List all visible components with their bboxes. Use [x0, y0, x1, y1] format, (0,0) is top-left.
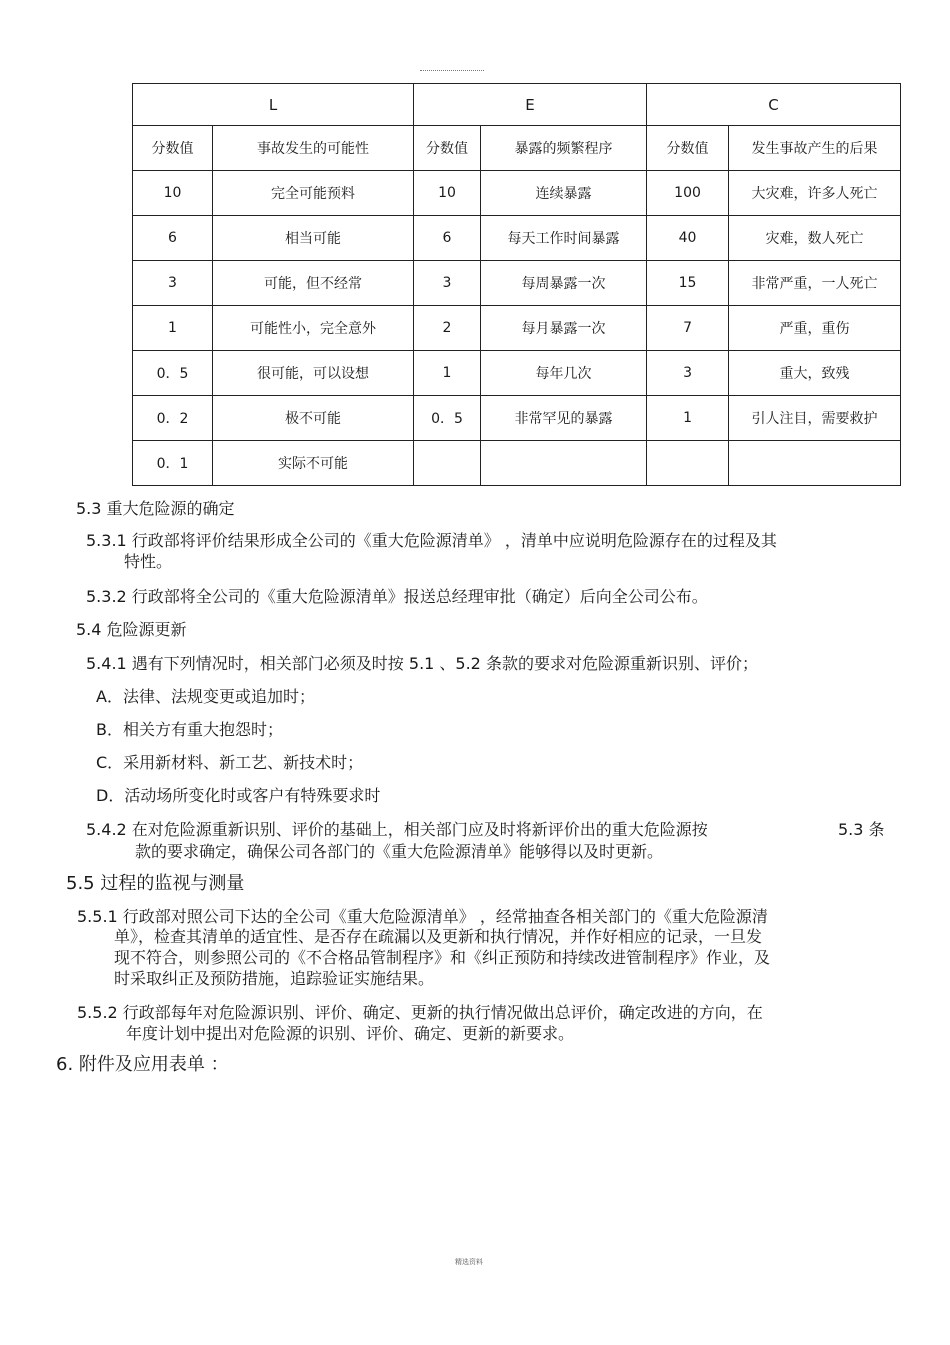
subheader-cell: 发生事故产生的后果 — [729, 126, 901, 171]
table-cell: 每天工作时间暴露 — [481, 216, 647, 261]
table-cell: 每年几次 — [481, 351, 647, 396]
table-cell: 很可能，可以设想 — [213, 351, 414, 396]
table-header-row — [133, 84, 901, 126]
table-cell — [481, 441, 647, 486]
subheader-cell: 分数值 — [647, 126, 729, 171]
para-5-3-2: 5.3.2 行政部将全公司的《重大危险源清单》报送总经理审批（确定）后向全公司公布。 — [86, 587, 708, 606]
table-cell: 0．5 — [414, 396, 481, 441]
lec-scoring-table — [132, 83, 901, 486]
section-5-3-heading: 5.3 重大危险源的确定 — [76, 499, 235, 518]
table-cell — [729, 441, 901, 486]
table-cell: 0．2 — [133, 396, 213, 441]
para-5-4-2-ref: 5.3 条 — [838, 820, 885, 839]
header-e: E — [414, 84, 647, 126]
table-cell: 3 — [414, 261, 481, 306]
header-l: L — [133, 84, 414, 126]
table-cell: 1 — [133, 306, 213, 351]
table-cell: 40 — [647, 216, 729, 261]
table-cell: 完全可能预料 — [213, 171, 414, 216]
table-row — [133, 306, 901, 351]
para-5-4-2-line1: 5.4.2 在对危险源重新识别、评价的基础上，相关部门应及时将新评价出的重大危险源按 — [86, 820, 708, 839]
subheader-cell: 事故发生的可能性 — [213, 126, 414, 171]
table-cell: 1 — [647, 396, 729, 441]
table-cell: 大灾难，许多人死亡 — [729, 171, 901, 216]
para-5-3-1-line1: 5.3.1 行政部将评价结果形成全公司的《重大危险源清单》 ，清单中应说明危险源存在的过程及其 — [86, 531, 777, 550]
table-cell: 10 — [414, 171, 481, 216]
table-cell: 每周暴露一次 — [481, 261, 647, 306]
table-cell: 引人注目，需要救护 — [729, 396, 901, 441]
subheader-cell: 分数值 — [133, 126, 213, 171]
table-cell: 严重，重伤 — [729, 306, 901, 351]
subheader-cell: 分数值 — [414, 126, 481, 171]
table-row — [133, 261, 901, 306]
subheader-cell: 暴露的频繁程序 — [481, 126, 647, 171]
table-row — [133, 441, 901, 486]
table-row — [133, 171, 901, 216]
para-5-5-1-line3: 现不符合，则参照公司的《不合格品管制程序》和《纠正预防和持续改进管制程序》作业，及 — [114, 948, 771, 967]
table-cell: 6 — [414, 216, 481, 261]
section-5-5-heading: 5.5 过程的监视与测量 — [66, 873, 245, 894]
table-cell: 0．1 — [133, 441, 213, 486]
footer-label: 精选资料 — [455, 1258, 483, 1266]
table-cell: 连续暴露 — [481, 171, 647, 216]
header-dotted-line — [420, 70, 484, 71]
table-subheader-row — [133, 126, 901, 171]
table-cell — [647, 441, 729, 486]
para-5-5-1-line2: 单》，检查其清单的适宜性、是否存在疏漏以及更新和执行情况，并作好相应的记录，一旦发 — [114, 927, 763, 946]
para-5-5-2-line1: 5.5.2 行政部每年对危险源识别、评价、确定、更新的执行情况做出总评价，确定改进的方向，在 — [77, 1003, 763, 1022]
para-5-3-1-line2: 特性。 — [124, 552, 173, 571]
table-cell: 0．5 — [133, 351, 213, 396]
list-item-c: C．采用新材料、新工艺、新技术时； — [96, 753, 364, 772]
para-5-5-1-line1: 5.5.1 行政部对照公司下达的全公司《重大危险源清单》 ，经常抽查各相关部门的《重大危险源清 — [77, 907, 768, 926]
table-cell: 实际不可能 — [213, 441, 414, 486]
table-cell: 灾难，数人死亡 — [729, 216, 901, 261]
table-cell: 3 — [647, 351, 729, 396]
table-cell: 2 — [414, 306, 481, 351]
table-cell: 每月暴露一次 — [481, 306, 647, 351]
para-5-4-2-line2: 款的要求确定，确保公司各部门的《重大危险源清单》能够得以及时更新。 — [135, 842, 664, 861]
list-item-d: D．活动场所变化时或客户有特殊要求时 — [96, 786, 381, 805]
table-cell: 重大，致残 — [729, 351, 901, 396]
table-row — [133, 396, 901, 441]
section-6-heading: 6. 附件及应用表单 ： — [56, 1054, 229, 1075]
table-cell: 100 — [647, 171, 729, 216]
para-5-5-1-line4: 时采取纠正及预防措施，追踪验证实施结果。 — [114, 969, 435, 988]
table-row — [133, 351, 901, 396]
section-5-4-heading: 5.4 危险源更新 — [76, 620, 187, 639]
table-cell: 6 — [133, 216, 213, 261]
table-cell: 1 — [414, 351, 481, 396]
table-cell: 非常罕见的暴露 — [481, 396, 647, 441]
list-item-a: A．法律、法规变更或追加时； — [96, 687, 315, 706]
table-cell — [414, 441, 481, 486]
table-cell: 3 — [133, 261, 213, 306]
table-row — [133, 216, 901, 261]
table-cell: 可能，但不经常 — [213, 261, 414, 306]
table-cell: 非常严重，一人死亡 — [729, 261, 901, 306]
list-item-b: B．相关方有重大抱怨时； — [96, 720, 283, 739]
para-5-5-2-line2: 年度计划中提出对危险源的识别、评价、确定、更新的新要求。 — [126, 1024, 575, 1043]
table-cell: 15 — [647, 261, 729, 306]
table-cell: 相当可能 — [213, 216, 414, 261]
header-c: C — [647, 84, 901, 126]
table-cell: 极不可能 — [213, 396, 414, 441]
table-cell: 可能性小，完全意外 — [213, 306, 414, 351]
para-5-4-1: 5.4.1 遇有下列情况时，相关部门必须及时按 5.1 、5.2 条款的要求对危险源重新识别、评价； — [86, 654, 758, 673]
table-cell: 7 — [647, 306, 729, 351]
table-cell: 10 — [133, 171, 213, 216]
